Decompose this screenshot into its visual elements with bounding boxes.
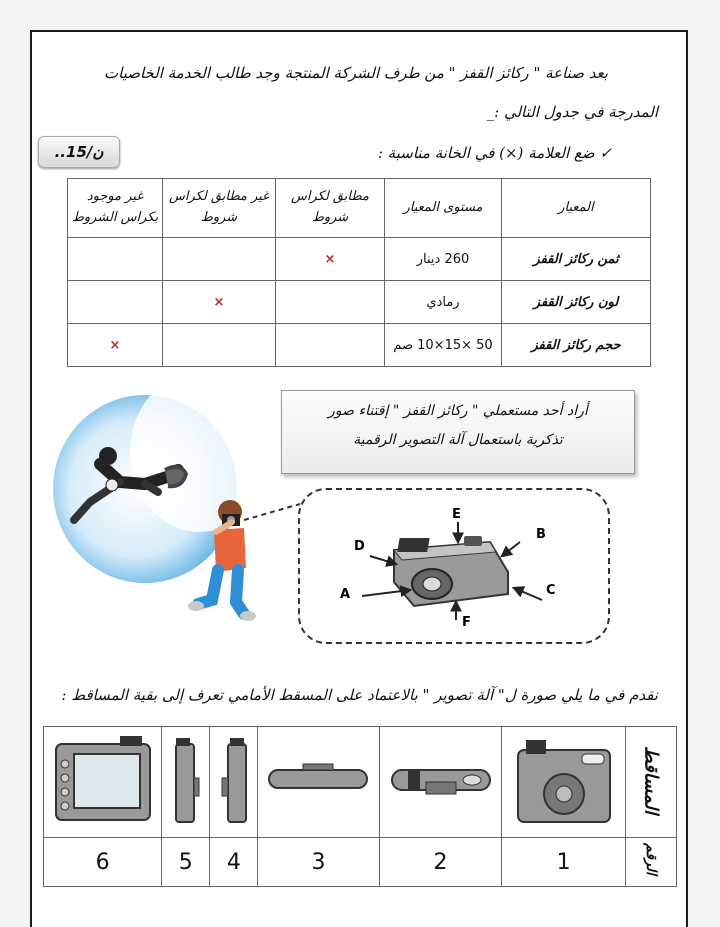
match-cell[interactable]	[276, 281, 385, 324]
number-cell: 1	[502, 838, 625, 887]
projection-prompt: نقدم في ما يلي صورة ل" آلة تصوير " بالاعتماد على المسقط الأمامي تعرف إلى بقية المساقط :	[61, 686, 658, 704]
bottom-view-image	[263, 760, 373, 800]
number-cell: 3	[258, 838, 379, 887]
table-row	[68, 281, 651, 324]
label-f: F	[462, 615, 471, 628]
notfound-cell[interactable]: ×	[68, 324, 163, 367]
criteria-header-row	[68, 179, 651, 238]
scenario-line-2: تذكرية باستعمال آلة التصوير الرقمية	[353, 432, 563, 449]
number-cell: 4	[210, 838, 258, 887]
intro-line-2: المدرجة في جدول التالي :_	[486, 103, 658, 121]
level-cell: 50 ×15×10 صم	[385, 324, 502, 367]
scenario-box	[281, 390, 635, 474]
criteria-table	[67, 178, 651, 367]
view-3-cell	[258, 727, 379, 838]
label-b: B	[536, 527, 546, 542]
nomatch-cell[interactable]	[163, 324, 276, 367]
side-view-right-image	[170, 734, 202, 826]
header-nomatch: غير مطابق لكراس شروط	[163, 179, 276, 238]
criterion-cell: حجم ركائز القفز	[502, 324, 651, 367]
nomatch-cell[interactable]	[163, 238, 276, 281]
label-a: A	[340, 587, 351, 602]
view-2-cell	[379, 727, 502, 838]
level-cell: 260 دينار	[385, 238, 502, 281]
number-cell: 5	[162, 838, 210, 887]
scenario-line-1: أراد أحد مستعملي " ركائز القفز " إقتناء صور	[328, 403, 588, 419]
projection-images-row	[44, 727, 677, 838]
row-label-number: الرقم	[625, 838, 676, 887]
header-criterion: المعيار	[502, 179, 651, 238]
criterion-cell: لون ركائز القفز	[502, 281, 651, 324]
header-level: مستوى المعيار	[385, 179, 502, 238]
nomatch-cell[interactable]: ×	[163, 281, 276, 324]
label-d: D	[354, 539, 365, 554]
view-6-cell	[44, 727, 162, 838]
table-row	[68, 324, 651, 367]
view-4-cell	[210, 727, 258, 838]
notfound-cell[interactable]	[68, 238, 163, 281]
projection-numbers-row	[44, 838, 677, 887]
level-cell: رمادي	[385, 281, 502, 324]
intro-line-1: بعد صناعة " ركائز القفز " من طرف الشركة المنتجة وجد طالب الخدمة الخاصيات	[104, 64, 608, 82]
number-cell: 6	[44, 838, 162, 887]
match-cell[interactable]	[276, 324, 385, 367]
number-cell: 2	[379, 838, 502, 887]
row-label-projections: المساقط	[625, 727, 676, 838]
match-cell[interactable]: ×	[276, 238, 385, 281]
top-view-image	[386, 760, 496, 800]
label-c: C	[546, 583, 556, 598]
criterion-cell: ثمن ركائز القفز	[502, 238, 651, 281]
header-notfound: غير موجود بكراس الشروط	[68, 179, 163, 238]
camera-diagram	[330, 502, 580, 628]
header-match: مطابق لكراس شروط	[276, 179, 385, 238]
notfound-cell[interactable]	[68, 281, 163, 324]
view-1-cell	[502, 727, 625, 838]
label-e: E	[452, 507, 461, 522]
side-view-left-image	[218, 734, 250, 826]
projections-table	[43, 726, 677, 887]
score-badge: ..ن/15	[38, 136, 120, 168]
rear-view-image	[52, 734, 154, 826]
front-view-image	[512, 734, 616, 826]
view-5-cell	[162, 727, 210, 838]
instruction-text: ✓ ضع العلامة (×) في الخانة مناسبة :	[377, 144, 612, 162]
table-row	[68, 238, 651, 281]
